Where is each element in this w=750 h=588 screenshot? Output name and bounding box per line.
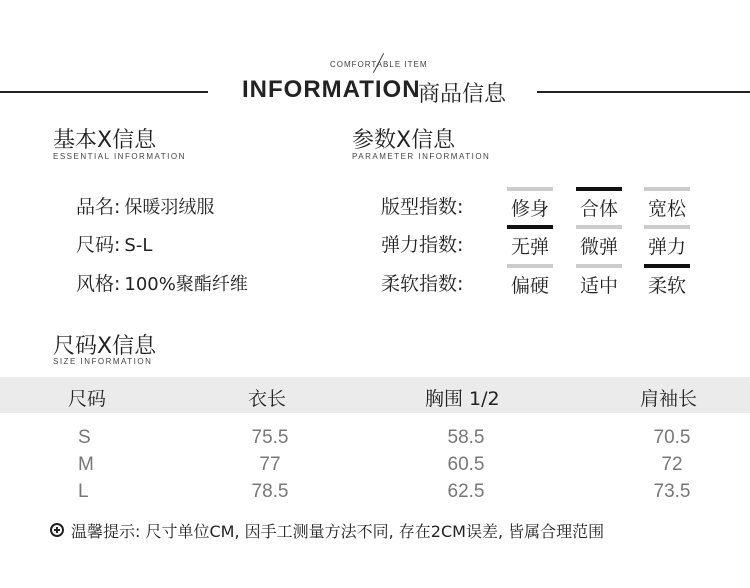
header-title-cn: 商品信息 — [418, 82, 507, 107]
param-option: 无弹 — [510, 236, 549, 258]
table-cell: 60.5 — [447, 454, 485, 475]
size-header-length: 衣长 — [248, 388, 287, 410]
param-label: 柔软指数: — [381, 273, 464, 295]
param-indicator — [644, 225, 690, 229]
param-indicator-selected — [507, 225, 553, 229]
size-header-bust: 胸围 1/2 — [425, 388, 500, 410]
param-option: 偏硬 — [510, 275, 549, 297]
param-option: 合体 — [579, 198, 618, 220]
table-cell: 62.5 — [447, 481, 485, 502]
size-title: 尺码X信息 — [53, 334, 157, 359]
header-caption: COMFORTABLE ITEM — [330, 60, 428, 69]
param-indicator-selected — [644, 264, 690, 268]
basic-row-style — [76, 269, 248, 296]
size-table-header-band — [0, 377, 750, 413]
param-option: 宽松 — [647, 198, 686, 220]
basic-row-value: 100%聚酯纤维 — [124, 274, 248, 295]
param-option: 修身 — [510, 198, 549, 220]
param-indicator — [507, 264, 553, 268]
size-cell: L — [78, 481, 89, 502]
basic-row-label: 品名: — [76, 196, 121, 218]
param-option: 弹力 — [647, 236, 686, 258]
tip-text: 温馨提示: 尺寸单位CM, 因手工测量方法不同, 存在2CM误差, 皆属合理范围 — [71, 522, 605, 541]
header-line-left — [0, 91, 208, 93]
table-cell: 78.5 — [251, 481, 289, 502]
table-cell: 77 — [259, 454, 281, 475]
header-line-right — [537, 91, 750, 93]
param-indicator — [507, 187, 553, 191]
table-cell: 70.5 — [653, 427, 691, 448]
header-title-en: INFORMATION — [242, 76, 421, 103]
param-option: 微弹 — [579, 236, 618, 258]
table-cell: 75.5 — [251, 427, 289, 448]
basic-row-size — [76, 230, 152, 257]
param-indicator — [576, 225, 622, 229]
basic-title: 基本X信息 — [53, 128, 157, 153]
param-indicator — [576, 264, 622, 268]
param-option: 柔软 — [647, 275, 686, 297]
params-subtitle: PARAMETER INFORMATION — [352, 152, 491, 161]
size-header-sleeve: 肩袖长 — [640, 388, 698, 410]
basic-row-value: 保暖羽绒服 — [124, 197, 215, 218]
plus-circle-icon — [50, 523, 64, 537]
basic-subtitle: ESSENTIAL INFORMATION — [53, 152, 186, 161]
basic-row-label: 尺码: — [76, 234, 121, 256]
param-indicator — [644, 187, 690, 191]
size-header-size: 尺码 — [68, 388, 107, 410]
param-label: 弹力指数: — [381, 234, 464, 256]
param-option: 适中 — [579, 275, 618, 297]
basic-row-value: S-L — [124, 235, 153, 256]
param-indicator-selected — [576, 187, 622, 191]
params-title: 参数X信息 — [352, 128, 456, 153]
size-cell: M — [78, 454, 94, 475]
table-cell: 73.5 — [653, 481, 691, 502]
size-subtitle: SIZE INFORMATION — [53, 357, 153, 366]
basic-row-name — [76, 192, 214, 219]
basic-row-label: 风格: — [76, 273, 121, 295]
size-cell: S — [78, 427, 91, 448]
param-label: 版型指数: — [381, 196, 464, 218]
table-cell: 72 — [661, 454, 683, 475]
table-cell: 58.5 — [447, 427, 485, 448]
